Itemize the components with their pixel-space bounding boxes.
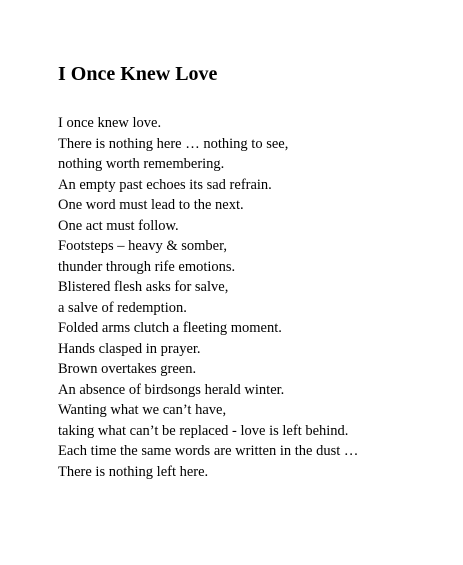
poem-line: Each time the same words are written in the dust …: [58, 443, 359, 459]
poem-line: a salve of redemption.: [58, 299, 187, 316]
poem-line: There is nothing left here.: [58, 463, 209, 480]
poem-line: Hands clasped in prayer.: [58, 340, 201, 357]
poem-line: Footsteps – heavy & somber,: [58, 238, 227, 254]
poem-line: An empty past echoes its sad refrain.: [58, 176, 272, 193]
poem-title: I Once Knew Love: [58, 63, 218, 85]
poem-line: There is nothing here … nothing to see,: [58, 135, 289, 152]
poem-line: Brown overtakes green.: [58, 361, 197, 377]
poem-page: [58, 60, 455, 482]
poem-line: I once knew love.: [58, 115, 162, 131]
poem-line: Folded arms clutch a fleeting moment.: [58, 320, 282, 336]
poem-line: Blistered flesh asks for salve,: [58, 279, 229, 295]
poem-line: Wanting what we can’t have,: [58, 402, 227, 418]
poem-line: An absence of birdsongs herald winter.: [58, 381, 285, 398]
poem-line: nothing worth remembering.: [58, 156, 225, 172]
poem-line: One act must follow.: [58, 217, 179, 234]
poem-line: thunder through rife emotions.: [58, 258, 236, 275]
poem-line: One word must lead to the next.: [58, 197, 244, 213]
poem-line: taking what can’t be replaced - love is left behind.: [58, 422, 349, 439]
poem-body: [58, 113, 455, 482]
